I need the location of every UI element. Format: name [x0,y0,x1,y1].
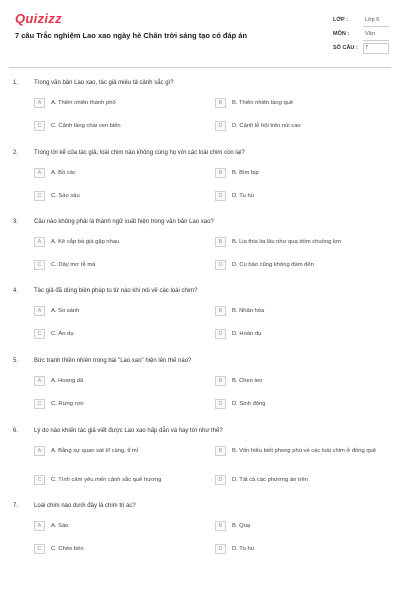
option-text: B. Bìm bịp [232,170,259,176]
option-c[interactable] [34,399,209,411]
meta-grade-value: Lớp 6 [365,17,380,23]
option-letter-box: D [215,121,226,131]
option-text: D. Sinh động [232,401,266,407]
option-letter-box: A [34,446,45,456]
option-letter-box: A [34,168,45,178]
option-d[interactable] [215,260,390,272]
question-number: 7. [13,503,19,509]
option-letter-box: B [215,376,226,386]
option-c[interactable] [34,329,209,341]
option-c[interactable] [34,191,209,203]
option-text: A. Sáo [51,523,69,529]
option-letter-box: D [215,329,226,339]
option-letter-box: C [34,475,45,485]
option-c[interactable] [34,260,209,272]
option-text: A. Hoang dã [51,378,84,384]
option-text: C. Ẩn dụ [51,331,74,337]
option-letter-box: C [34,121,45,131]
option-text: A. Bằng sự quan sát kĩ càng, tỉ mỉ [51,448,139,454]
option-b[interactable] [215,376,390,388]
option-letter-box: C [34,399,45,409]
option-b[interactable] [215,446,390,458]
option-b[interactable] [215,306,390,318]
option-letter-box: C [34,544,45,554]
meta-subject-value: Văn [365,31,375,37]
option-a[interactable] [34,168,209,180]
option-b[interactable] [215,98,390,110]
option-letter-box: D [215,260,226,270]
option-a[interactable] [34,306,209,318]
option-b[interactable] [215,237,390,249]
option-a[interactable] [34,376,209,388]
option-d[interactable] [215,475,390,487]
option-letter-box: D [215,544,226,554]
option-b[interactable] [215,521,390,533]
option-d[interactable] [215,191,390,203]
option-letter-box: D [215,191,226,201]
option-text: C. Cảnh làng chài ven biển [51,123,121,129]
option-letter-box: B [215,168,226,178]
quizizz-logo: Quizizz [15,11,62,26]
option-c[interactable] [34,475,209,487]
option-a[interactable] [34,237,209,249]
option-text: D. Cụ bảo cũng không đám đến [232,262,314,268]
option-text: D. Tu hú [232,193,254,199]
question-text: Trong lời kể của tác giả, loài chim nào không cùng họ với các loài chim còn lại? [34,150,245,156]
meta-count-value: 7 [365,45,369,51]
option-letter-box: C [34,329,45,339]
question-text: Loài chim nào dưới đây là chim trị ác? [34,503,136,509]
option-text: B. Quạ [232,523,251,529]
option-text: A. Kẻ cắp bà già gặp nhau [51,239,120,245]
option-letter-box: A [34,237,45,247]
option-letter-box: B [215,306,226,316]
option-text: C. Dây mơ rễ má [51,262,96,268]
option-text: C. Tình cảm yêu mến cảnh sắc quê hương [51,477,162,483]
option-text: D. Tu hú [232,546,254,552]
option-letter-box: D [215,475,226,485]
option-text: D. Cảnh lễ hội trên núi cao [232,123,301,129]
question-number: 2. [13,150,19,156]
option-text: D. Tất cả các phương án trên [232,477,308,483]
option-letter-box: A [34,521,45,531]
question-text: Bức tranh thiên nhiên trong bài "Lao xao" hiện lên thế nào? [34,358,192,364]
option-letter-box: A [34,98,45,108]
option-letter-box: B [215,98,226,108]
question-number: 3. [13,219,19,225]
option-c[interactable] [34,544,209,556]
option-d[interactable] [215,544,390,556]
option-text: B. Vốn hiểu biết phong phú về các loài chim ở đồng quê [232,448,376,454]
option-text: B. Cheo leo [232,378,263,384]
option-text: B. Nhân hóa [232,308,265,314]
option-a[interactable] [34,521,209,533]
option-d[interactable] [215,329,390,341]
meta-subject-label: MÔN : [333,31,350,37]
question-number: 6. [13,428,19,434]
option-letter-box: C [34,260,45,270]
option-text: B. Thiên nhiên làng quê [232,100,294,106]
option-text: B. Lia thia lia lâu như quạ dòm chuồng lợn [232,239,342,245]
question-text: Trong văn bản Lao xao, tác giả miêu tả cảnh sắc gì? [34,80,174,86]
header-divider [9,67,391,68]
option-a[interactable] [34,98,209,110]
option-d[interactable] [215,399,390,411]
option-text: C. Rừng rợn [51,401,84,407]
option-text: C. Chèo bẻo [51,546,84,552]
meta-underline [363,26,389,27]
question-number: 5. [13,358,19,364]
option-letter-box: B [215,237,226,247]
worksheet-title: 7 câu Trắc nghiệm Lao xao ngày hè Chân trời sáng tạo có đáp án [15,31,248,40]
option-text: A. Bồ các [51,170,76,176]
option-c[interactable] [34,121,209,133]
question-text: Lý do nào khiến tác giả viết được Lao xao hấp dẫn và hay tới như thế? [34,428,223,434]
option-d[interactable] [215,121,390,133]
question-text: Tác giả đã dùng biện pháp tu từ nào khi nói về các loài chim? [34,288,198,294]
option-letter-box: C [34,191,45,201]
option-letter-box: A [34,376,45,386]
option-letter-box: A [34,306,45,316]
meta-count-label: SỐ CÂU : [333,45,358,51]
worksheet-header [0,0,400,64]
option-letter-box: B [215,446,226,456]
option-text: D. Hoán dụ [232,331,262,337]
option-letter-box: B [215,521,226,531]
question-text: Câu nào không phải là thành ngữ xuất hiện trong văn bản Lao xao? [34,219,214,225]
meta-underline [363,40,389,41]
option-text: C. Sáo sậu [51,193,80,199]
question-number: 1. [13,80,19,86]
option-text: A. So sánh [51,308,80,314]
question-number: 4. [13,288,19,294]
option-a[interactable] [34,446,209,458]
option-text: A. Thiên nhiên thành phố [51,100,116,106]
option-letter-box: D [215,399,226,409]
option-b[interactable] [215,168,390,180]
meta-grade-label: LỚP : [333,17,348,23]
